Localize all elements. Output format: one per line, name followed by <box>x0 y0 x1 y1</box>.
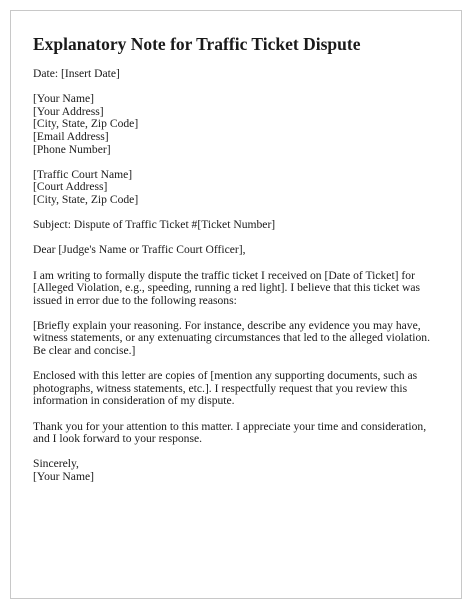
sender-phone: [Phone Number] <box>33 142 111 156</box>
sender-email: [Email Address] <box>33 129 109 143</box>
recipient-court-name: [Traffic Court Name] <box>33 167 133 181</box>
closing: Sincerely, <box>33 457 79 471</box>
recipient-block <box>33 169 445 207</box>
sender-block <box>33 93 445 156</box>
sender-name: [Your Name] <box>33 92 94 106</box>
salutation: Dear [Judge's Name or Traffic Court Officer], <box>33 243 246 257</box>
recipient-city: [City, State, Zip Code] <box>33 192 139 206</box>
recipient-court-address: [Court Address] <box>33 180 108 194</box>
body-paragraph-3: Enclosed with this letter are copies of [mention any supporting documents, such as photographs, witness statements, etc.]. I respectfully request that you review this information in consideration of my dispute. <box>33 369 418 408</box>
date-line: Date: [Insert Date] <box>33 67 120 80</box>
body-paragraph-1: I am writing to formally dispute the traffic ticket I received on [Date of Ticket] for [Alleged Violation, e.g., speeding, running a red light]. I believe that this ticket was issued in error due to the following reasons: <box>33 268 421 307</box>
letter-content <box>33 33 445 484</box>
document-title: Explanatory Note for Traffic Ticket Dispute <box>33 34 361 54</box>
body-paragraph-2: [Briefly explain your reasoning. For instance, describe any evidence you may have, witness statements, or any extenuating circumstances that led to the alleged violation. Be clear and concise.] <box>33 318 430 358</box>
sender-address: [Your Address] <box>33 104 104 118</box>
signature: [Your Name] <box>33 470 94 483</box>
body-paragraph-4: Thank you for your attention to this matter. I appreciate your time and consideration, and I look forward to your response. <box>33 419 427 446</box>
letter-page <box>10 10 462 599</box>
subject-line: Subject: Dispute of Traffic Ticket #[Ticket Number] <box>33 218 276 232</box>
sender-city: [City, State, Zip Code] <box>33 117 139 131</box>
